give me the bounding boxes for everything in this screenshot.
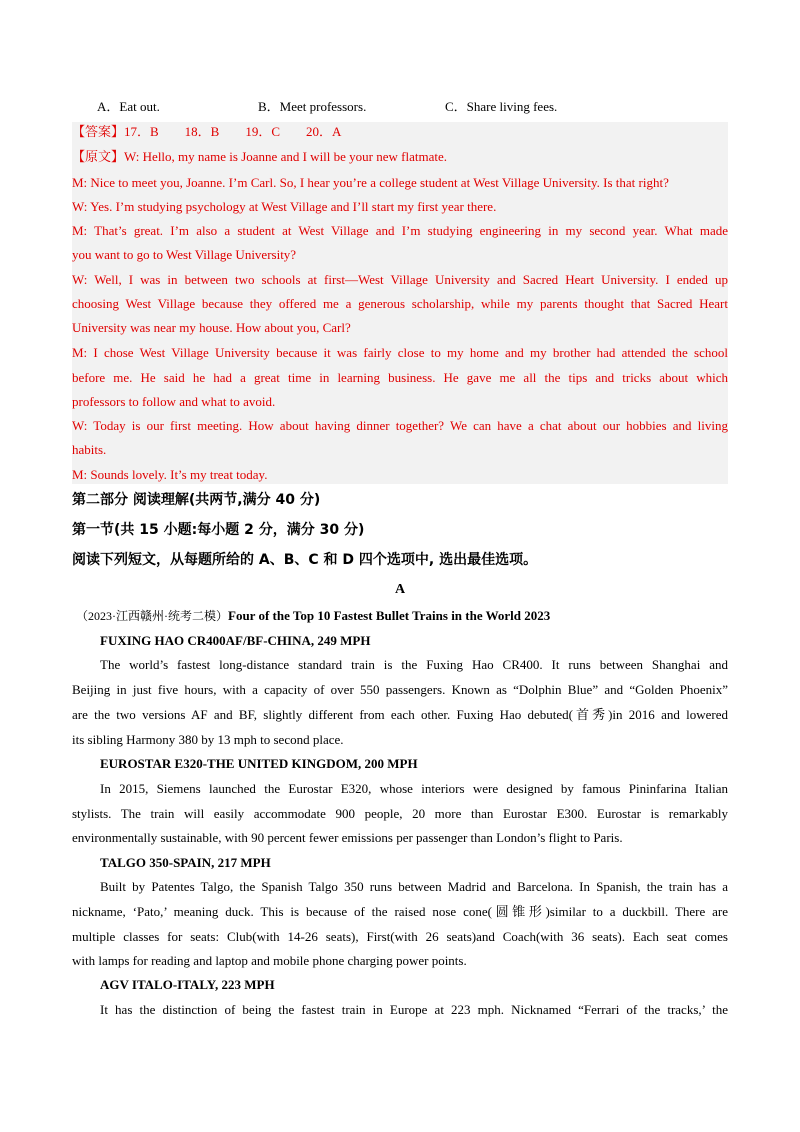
section-part-heading: 第二部分 阅读理解(共两节,满分 40 分)	[72, 492, 321, 508]
paragraph-line: stylists. The train will easily accommodate 900 people, 20 more than Eurostar E300. Eurostar is remarkably	[72, 806, 728, 821]
paragraph-line: environmentally sustainable, with 90 percent fewer emissions per passenger than London’s flight to Paris.	[72, 830, 623, 845]
paragraph-line: its sibling Harmony 380 by 13 mph to second place.	[72, 732, 344, 747]
article-title-line	[76, 604, 732, 628]
transcript-line: you want to go to West Village University?	[72, 247, 297, 262]
paragraph-line: Beijing in just five hours, with a capacity of over 550 passengers. Known as “Dolphin Blue” and “Golden Phoenix”	[72, 682, 728, 697]
train-heading-fuxing: FUXING HAO CR400AF/BF-CHINA, 249 MPH	[100, 633, 371, 648]
transcript-line: 【原文】W: Hello, my name is Joanne and I will be your new flatmate.	[72, 149, 447, 164]
paragraph-line: nickname, ‘Pato,’ meaning duck. This is because of the raised nose cone(圆锥形)similar to a duckbill. There are	[72, 904, 728, 919]
answer-text: 17．B 18．B 19．C 20．A	[124, 124, 342, 139]
train-heading-agv: AGV ITALO-ITALY, 223 MPH	[100, 977, 275, 992]
option-c: C．Share living fees.	[445, 99, 558, 114]
passage-letter: A	[394, 582, 406, 597]
transcript-line: choosing West Village because they offered me a generous scholarship, while my parents thought that Sacred Heart	[72, 296, 728, 311]
option-b: B．Meet professors.	[258, 99, 367, 114]
section-sub-heading: 第一节(共 15 小题:每小题 2 分，满分 30 分)	[72, 522, 365, 538]
paragraph-line: with lamps for reading and laptop and mobile phone charging power points.	[72, 953, 467, 968]
transcript-line: W: Well, I was in between two schools at first—West Village University and Sacred Heart University. I ended up	[72, 272, 728, 287]
transcript-line: M: I chose West Village University because it was fairly close to my home and my brother had attended the school	[72, 345, 728, 360]
paragraph-line: The world’s fastest long-distance standard train is the Fuxing Hao CR400. It runs between Shanghai and	[100, 657, 728, 672]
transcript-line: professors to follow and what to avoid.	[72, 394, 276, 409]
transcript-line: M: That’s great. I’m also a student at West Village and I’m studying engineering in my second year. What made	[72, 223, 728, 238]
paragraph-line: Built by Patentes Talgo, the Spanish Talgo 350 runs between Madrid and Barcelona. In Spanish, the train has a	[100, 879, 728, 894]
transcript-line: W: Today is our first meeting. How about having dinner together? We can have a chat about our hobbies and living	[72, 418, 728, 433]
answer-label: 【答案】	[72, 124, 125, 139]
paragraph-line: In 2015, Siemens launched the Eurostar E320, whose interiors were designed by famous Pininfarina Italian	[100, 781, 728, 796]
transcript-line: M: Sounds lovely. It’s my treat today.	[72, 467, 268, 482]
transcript-line: University was near my house. How about you, Carl?	[72, 320, 351, 335]
paragraph-line: are the two versions AF and BF, slightly different from each other. Fuxing Hao debuted(首秀)in 2016 and lowered	[72, 707, 728, 722]
paragraph-line: It has the distinction of being the fastest train in Europe at 223 mph. Nicknamed “Ferrari of the tracks,’ the	[100, 1002, 728, 1017]
article-title: Four of the Top 10 Fastest Bullet Trains in the World 2023	[228, 608, 551, 623]
option-a: A．Eat out.	[97, 99, 160, 114]
train-heading-eurostar: EUROSTAR E320-THE UNITED KINGDOM, 200 MPH	[100, 756, 418, 771]
paragraph-line: multiple classes for seats: Club(with 14-26 seats), First(with 26 seats)and Coach(with 36 seats). Each seat comes	[72, 929, 728, 944]
transcript-line: habits.	[72, 442, 107, 457]
transcript-label: 【原文】	[72, 149, 125, 164]
question-20-options	[0, 96, 800, 118]
transcript-line: before me. He said he had a great time in learning business. He gave me all the tips and tricks about which	[72, 370, 728, 385]
answer-line	[72, 120, 728, 144]
transcript-line: M: Nice to meet you, Joanne. I’m Carl. So, I hear you’re a college student at West Village University. Is that right?	[72, 175, 669, 190]
train-heading-talgo: TALGO 350-SPAIN, 217 MPH	[100, 855, 271, 870]
transcript-line: W: Yes. I’m studying psychology at West Village and I’ll start my first year there.	[72, 199, 497, 214]
article-source: （2023·江西赣州·统考二模）	[76, 609, 228, 623]
section-instruction: 阅读下列短文，从每题所给的 A、B、C 和 D 四个选项中, 选出最佳选项。	[72, 552, 538, 568]
